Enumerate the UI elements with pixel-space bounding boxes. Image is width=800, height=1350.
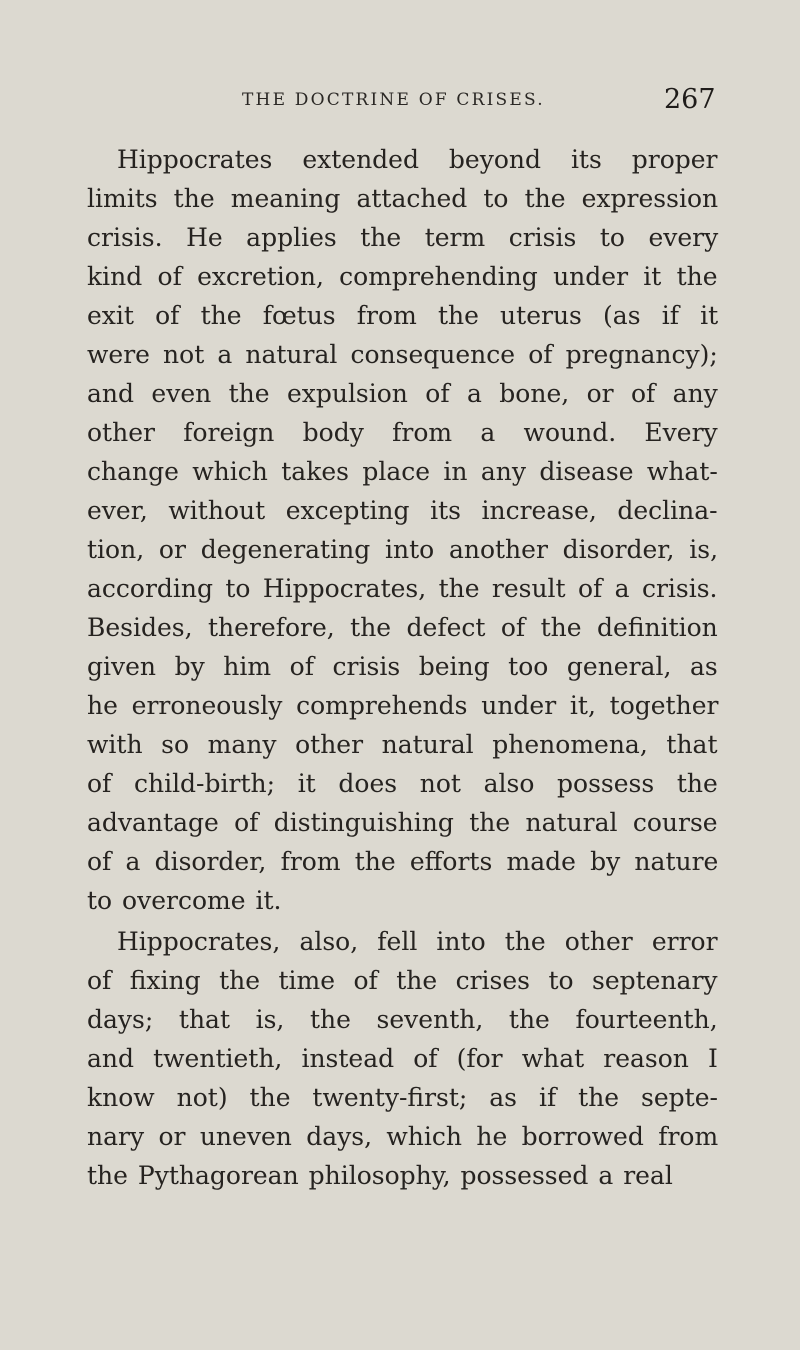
paragraph-1-line-20: to overcome it.	[87, 886, 282, 915]
paragraph-2-line-6: nary or uneven days, which he borrowed from	[87, 1122, 719, 1151]
paragraph-1-line-11: tion, or degenerating into another disorder, is,	[87, 535, 719, 564]
paragraph-2-line-7: the Pythagorean philosophy, possessed a real	[87, 1161, 673, 1190]
paragraph-1-line-4: kind of excretion, comprehending under it the	[87, 262, 718, 291]
paragraph-1-line-14: given by him of crisis being too general, as	[87, 652, 718, 681]
paragraph-1-line-7: and even the expulsion of a bone, or of any	[87, 379, 718, 408]
paragraph-1-line-12: according to Hippocrates, the result of a crisis.	[87, 574, 718, 603]
paragraph-1-line-10: ever, without excepting its increase, declina-	[87, 496, 718, 525]
paragraph-1-line-18: advantage of distinguishing the natural course	[87, 808, 718, 837]
paragraph-2-line-4: and twentieth, instead of (for what reason I	[87, 1044, 718, 1073]
page-number: 267	[664, 84, 716, 115]
paragraph-1-line-15: he erroneously comprehends under it, together	[87, 691, 719, 720]
paragraph-1-line-13: Besides, therefore, the defect of the definition	[87, 613, 718, 642]
paragraph-1-line-16: with so many other natural phenomena, that	[87, 730, 718, 759]
paragraph-1-line-2: limits the meaning attached to the expression	[87, 184, 719, 213]
paragraph-2-line-2: of fixing the time of the crises to septenary	[87, 966, 718, 995]
paragraph-1-line-8: other foreign body from a wound. Every	[87, 418, 718, 447]
paragraph-1-line-17: of child-birth; it does not also possess the	[87, 769, 718, 798]
running-head	[0, 84, 800, 118]
paragraph-1-line-1: Hippocrates extended beyond its proper	[117, 145, 718, 174]
paragraph-2-line-1: Hippocrates, also, fell into the other error	[117, 927, 718, 956]
paragraph-1-line-6: were not a natural consequence of pregnancy);	[87, 340, 718, 369]
paragraph-2-line-3: days; that is, the seventh, the fourteenth,	[87, 1005, 718, 1034]
running-title: THE DOCTRINE OF CRISES.	[242, 90, 545, 110]
paragraph-1-line-9: change which takes place in any disease what-	[87, 457, 718, 486]
paragraph-2-line-5: know not) the twenty-first; as if the septe-	[87, 1083, 718, 1112]
paragraph-1-line-19: of a disorder, from the efforts made by nature	[87, 847, 719, 876]
paragraph-1-line-3: crisis. He applies the term crisis to every	[87, 223, 719, 252]
paragraph-1-line-5: exit of the fœtus from the uterus (as if it	[87, 301, 719, 330]
